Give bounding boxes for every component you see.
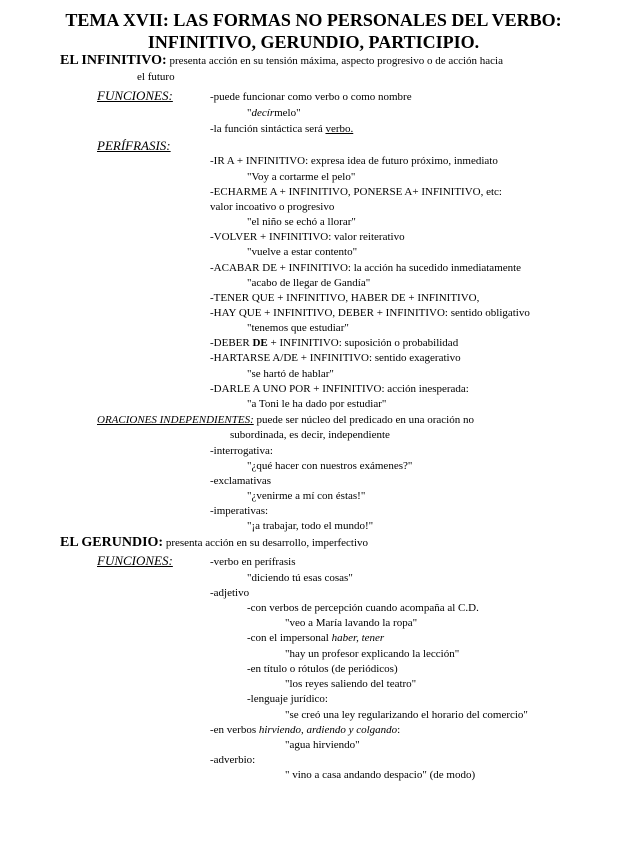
oracion-imperativa: -imperativas: bbox=[210, 505, 269, 517]
infinitivo-perifrasis-label: PERÍFRASIS: bbox=[97, 138, 171, 153]
gerundio-funcion-1-example: "diciendo tú esas cosas" bbox=[247, 572, 353, 584]
perifrasis-9-example: "a Toni le ha dado por estudiar" bbox=[247, 398, 387, 410]
infinitivo-funcion-1: -puede funcionar como verbo o como nombre bbox=[210, 91, 412, 103]
oracion-imperativa-example: "¡a trabajar, todo el mundo!" bbox=[247, 520, 374, 532]
perifrasis-2: -ECHARME A + INFINITIVO, PONERSE A+ INFINITIVO, etc: bbox=[210, 186, 502, 198]
oraciones-independientes-description: puede ser núcleo del predicado en una oración no bbox=[253, 414, 474, 426]
gerundio-adjetivo-b: -con el impersonal haber, tener bbox=[247, 632, 385, 644]
gerundio-adjetivo-a-example: "veo a María lavando la ropa" bbox=[285, 617, 418, 629]
perifrasis-1: -IR A + INFINITIVO: expresa idea de futuro próximo, inmediato bbox=[210, 155, 498, 167]
gerundio-funcion-2: -adjetivo bbox=[210, 587, 250, 599]
oraciones-independientes-label: ORACIONES INDEPENDIENTES: bbox=[97, 414, 254, 426]
perifrasis-5: -TENER QUE + INFINITIVO, HABER DE + INFINITIVO, bbox=[210, 292, 480, 304]
gerundio-funcion-1: -verbo en perífrasis bbox=[210, 556, 296, 568]
gerundio-heading: EL GERUNDIO: bbox=[60, 535, 164, 550]
infinitivo-funcion-1-example: "decírmelo" bbox=[247, 107, 301, 119]
infinitivo-funciones-label: FUNCIONES: bbox=[97, 88, 173, 103]
perifrasis-2-cont: valor incoativo o progresivo bbox=[210, 201, 335, 213]
perifrasis-3: -VOLVER + INFINITIVO: valor reiterativo bbox=[210, 231, 405, 243]
infinitivo-funcion-2: -la función sintáctica será verbo. bbox=[210, 123, 354, 135]
gerundio-adjetivo-b-example: "hay un profesor explicando la lección" bbox=[285, 648, 460, 660]
perifrasis-2-example: "el niño se echó a llorar" bbox=[247, 216, 356, 228]
gerundio-funcion-4-example: " vino a casa andando despacio" (de modo) bbox=[285, 769, 476, 781]
oracion-exclamativa: -exclamativas bbox=[210, 475, 272, 487]
infinitivo-description-cont: el futuro bbox=[137, 71, 175, 83]
perifrasis-1-example: "Voy a cortarme el pelo" bbox=[247, 171, 356, 183]
gerundio-funcion-4: -adverbio: bbox=[210, 754, 256, 766]
perifrasis-6-example: "tenemos que estudiar" bbox=[247, 322, 349, 334]
oracion-interrogativa-example: "¿qué hacer con nuestros exámenes?" bbox=[247, 460, 413, 472]
oracion-interrogativa: -interrogativa: bbox=[210, 445, 273, 457]
infinitivo-heading: EL INFINITIVO: bbox=[60, 53, 167, 68]
perifrasis-4: -ACABAR DE + INFINITIVO: la acción ha sucedido inmediatamente bbox=[210, 262, 522, 274]
oraciones-independientes-line bbox=[97, 414, 474, 427]
page-title-line2: INFINITIVO, GERUNDIO, PARTICIPIO. bbox=[147, 32, 480, 52]
gerundio-funciones-label: FUNCIONES: bbox=[97, 553, 173, 568]
gerundio-adjetivo-a: -con verbos de percepción cuando acompaña al C.D. bbox=[247, 602, 479, 614]
perifrasis-6: -HAY QUE + INFINITIVO, DEBER + INFINITIVO: sentido obligativo bbox=[210, 307, 530, 319]
gerundio-funcion-3: -en verbos hirviendo, ardiendo y colgando: bbox=[210, 724, 401, 736]
infinitivo-description: presenta acción en su tensión máxima, aspecto progresivo o de acción hacia bbox=[166, 55, 503, 67]
oracion-exclamativa-example: "¿venirme a mí con éstas!" bbox=[247, 490, 366, 502]
gerundio-funcion-3-example: "agua hirviendo" bbox=[285, 739, 360, 751]
infinitivo-heading-line bbox=[60, 54, 503, 68]
gerundio-adjetivo-c: -en título o rótulos (de periódicos) bbox=[247, 663, 398, 675]
gerundio-adjetivo-d: -lenguaje jurídico: bbox=[247, 693, 328, 705]
perifrasis-4-example: "acabo de llegar de Gandía" bbox=[247, 277, 371, 289]
page-title-line1: TEMA XVII: LAS FORMAS NO PERSONALES DEL VERBO: bbox=[65, 10, 562, 30]
oraciones-independientes-description-cont: subordinada, es decir, independiente bbox=[230, 429, 390, 441]
perifrasis-3-example: "vuelve a estar contento" bbox=[247, 246, 358, 258]
gerundio-adjetivo-c-example: "los reyes saliendo del teatro" bbox=[285, 678, 417, 690]
gerundio-description: presenta acción en su desarrollo, imperfectivo bbox=[163, 537, 369, 549]
perifrasis-8: -HARTARSE A/DE + INFINITIVO: sentido exagerativo bbox=[210, 352, 461, 364]
perifrasis-8-example: "se hartó de hablar" bbox=[247, 368, 334, 380]
perifrasis-9: -DARLE A UNO POR + INFINITIVO: acción inesperada: bbox=[210, 383, 469, 395]
gerundio-adjetivo-d-example: "se creó una ley regularizando el horario del comercio" bbox=[285, 709, 528, 721]
perifrasis-7: -DEBER DE + INFINITIVO: suposición o probabilidad bbox=[210, 337, 459, 349]
gerundio-heading-line bbox=[60, 536, 368, 550]
